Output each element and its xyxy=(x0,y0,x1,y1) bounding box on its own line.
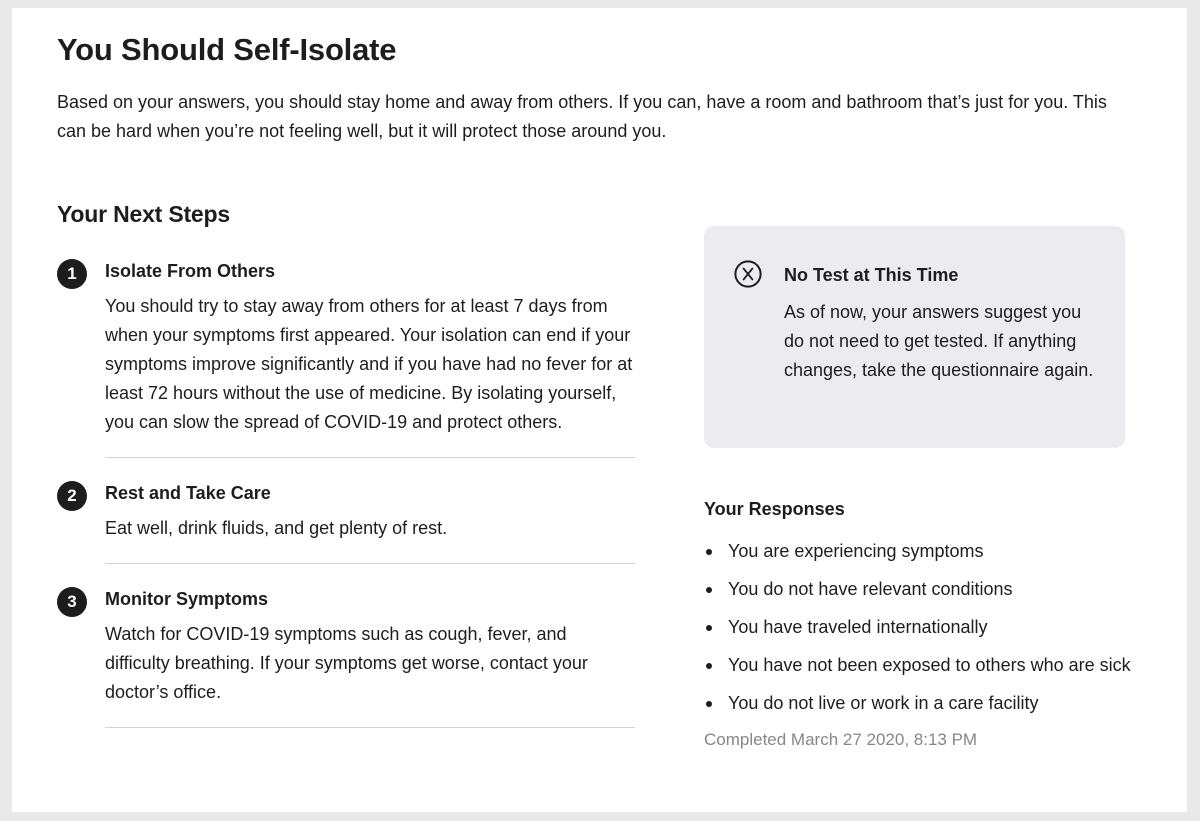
divider xyxy=(105,727,635,728)
divider xyxy=(105,457,635,458)
divider xyxy=(105,563,635,564)
notice-body: As of now, your answers suggest you do not need to get tested. If anything changes, take the questionnaire again. xyxy=(784,302,1094,380)
step-number-badge: 3 xyxy=(57,587,87,617)
results-card xyxy=(12,8,1187,812)
bullet-icon xyxy=(706,549,712,555)
bullet-icon xyxy=(706,625,712,631)
step-number-badge: 1 xyxy=(57,259,87,289)
responses-section xyxy=(704,496,1134,753)
step-rest xyxy=(57,480,635,564)
bullet-icon xyxy=(706,663,712,669)
list-item xyxy=(704,537,1134,566)
response-text: You have traveled internationally xyxy=(728,617,988,637)
list-item xyxy=(704,651,1134,680)
x-circle-icon xyxy=(734,260,762,288)
response-text: You have not been exposed to others who are sick xyxy=(728,655,1131,675)
step-body: You should try to stay away from others for at least 7 days from when your symptoms first appeared. Your isolation can end if your symptoms improve significantly and if you have had no fever for at least 72 hours without the use of medicine. By isolating yourself, you can slow the spread of COVID-19 and protect others. xyxy=(105,296,633,432)
list-item xyxy=(704,689,1134,718)
step-title: Rest and Take Care xyxy=(105,483,271,503)
completed-timestamp: Completed March 27 2020, 8:13 PM xyxy=(704,730,978,749)
response-text: You do not live or work in a care facility xyxy=(728,693,1039,713)
notice-title: No Test at This Time xyxy=(784,265,959,285)
step-body: Watch for COVID-19 symptoms such as cough, fever, and difficulty breathing. If your symptoms get worse, contact your doctor’s office. xyxy=(105,624,588,702)
next-steps-list xyxy=(57,258,635,750)
next-steps-heading: Your Next Steps xyxy=(57,201,230,227)
page-title: You Should Self-Isolate xyxy=(57,32,397,67)
step-title: Monitor Symptoms xyxy=(105,589,269,609)
response-text: You do not have relevant conditions xyxy=(728,579,1013,599)
step-title: Isolate From Others xyxy=(105,261,276,281)
list-item xyxy=(704,575,1134,604)
bullet-icon xyxy=(706,587,712,593)
intro-text: Based on your answers, you should stay home and away from others. If you can, have a room and bathroom that’s just for you. This can be hard when you’re not feeling well, but it will protect those around you. xyxy=(57,92,1107,141)
list-item xyxy=(704,613,1134,642)
response-text: You are experiencing symptoms xyxy=(728,541,984,561)
step-number-badge: 2 xyxy=(57,481,87,511)
step-body: Eat well, drink fluids, and get plenty of rest. xyxy=(105,518,448,538)
responses-list xyxy=(704,537,1134,718)
step-isolate xyxy=(57,258,635,458)
step-monitor xyxy=(57,586,635,728)
no-test-notice xyxy=(704,226,1125,448)
responses-heading: Your Responses xyxy=(704,499,845,519)
bullet-icon xyxy=(706,701,712,707)
